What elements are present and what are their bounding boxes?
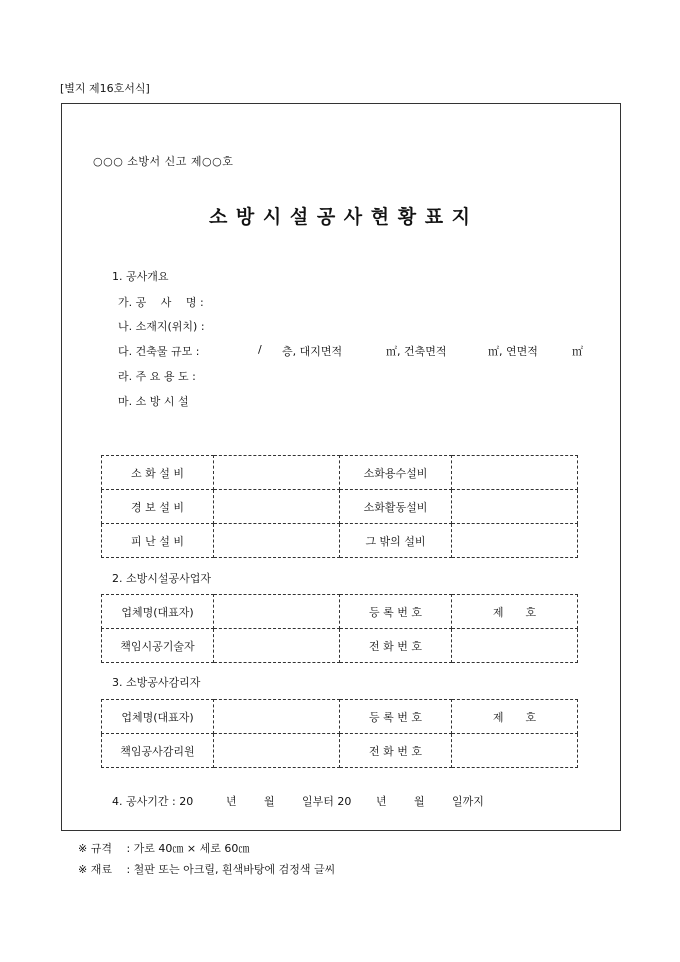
construction-name-row: 가. 공 사 명 : <box>118 296 204 309</box>
table-cell <box>214 700 340 734</box>
period-from: 일부터 20 <box>302 795 352 808</box>
section1-heading: 1. 공사개요 <box>112 270 169 283</box>
floor-site-area-label: 층, 대지면적 <box>282 345 343 358</box>
table-cell: 소화활동설비 <box>340 490 452 524</box>
location-row: 나. 소재지(위치) : <box>118 320 205 333</box>
table-cell: 등 록 번 호 <box>340 595 452 629</box>
table-cell: 경 보 설 비 <box>102 490 214 524</box>
table-row <box>102 595 578 629</box>
building-area-label: ㎡, 건축면적 <box>386 345 447 358</box>
scale-slash: / <box>258 343 262 356</box>
table-cell <box>452 734 578 768</box>
section3-heading: 3. 소방공사감리자 <box>112 676 201 689</box>
period-month1: 월 <box>264 795 275 808</box>
notice-number: ○○○ 소방서 신고 제○○호 <box>93 155 234 168</box>
table-cell: 책임시공기술자 <box>102 629 214 663</box>
table-cell <box>214 456 340 490</box>
table-row <box>102 524 578 558</box>
table-cell: 전 화 번 호 <box>340 629 452 663</box>
contractor-table <box>101 594 578 663</box>
table-cell: 업체명(대표자) <box>102 595 214 629</box>
note-size: ※ 규격 : 가로 40㎝ × 세로 60㎝ <box>78 842 250 855</box>
table-cell <box>214 595 340 629</box>
main-use-row: 라. 주 요 용 도 : <box>118 370 196 383</box>
table-row <box>102 734 578 768</box>
period-year1: 년 <box>226 795 237 808</box>
table-cell: 전 화 번 호 <box>340 734 452 768</box>
table-cell: 피 난 설 비 <box>102 524 214 558</box>
form-number-label: [별지 제16호서식] <box>60 82 150 95</box>
table-cell: 소화용수설비 <box>340 456 452 490</box>
section2-heading: 2. 소방시설공사업자 <box>112 572 211 585</box>
table-row <box>102 490 578 524</box>
sqm-unit: ㎡ <box>572 345 583 358</box>
table-row <box>102 629 578 663</box>
period-month2: 월 <box>414 795 425 808</box>
building-scale-label: 다. 건축물 규모 : <box>118 345 200 358</box>
table-cell: 등 록 번 호 <box>340 700 452 734</box>
table-cell <box>452 629 578 663</box>
table-cell <box>214 524 340 558</box>
document-title: 소 방 시 설 공 사 현 황 표 지 <box>208 206 472 228</box>
table-cell: 책임공사감리원 <box>102 734 214 768</box>
table-cell: 그 밖의 설비 <box>340 524 452 558</box>
table-cell <box>452 456 578 490</box>
period-label: 4. 공사기간 : 20 <box>112 795 194 808</box>
supervisor-table <box>101 699 578 768</box>
table-cell: 업체명(대표자) <box>102 700 214 734</box>
note-material: ※ 재료 : 철판 또는 아크릴, 흰색바탕에 검정색 글씨 <box>78 863 336 876</box>
fire-facility-row: 마. 소 방 시 설 <box>118 395 189 408</box>
table-cell <box>214 629 340 663</box>
facility-table <box>101 455 578 558</box>
table-row <box>102 456 578 490</box>
table-cell: 제 호 <box>452 595 578 629</box>
table-cell <box>214 734 340 768</box>
table-cell <box>452 490 578 524</box>
table-cell <box>214 490 340 524</box>
period-year2: 년 <box>376 795 387 808</box>
total-floor-area-label: ㎡, 연면적 <box>488 345 538 358</box>
period-until: 일까지 <box>452 795 484 808</box>
table-cell: 제 호 <box>452 700 578 734</box>
table-cell: 소 화 설 비 <box>102 456 214 490</box>
table-row <box>102 700 578 734</box>
table-cell <box>452 524 578 558</box>
